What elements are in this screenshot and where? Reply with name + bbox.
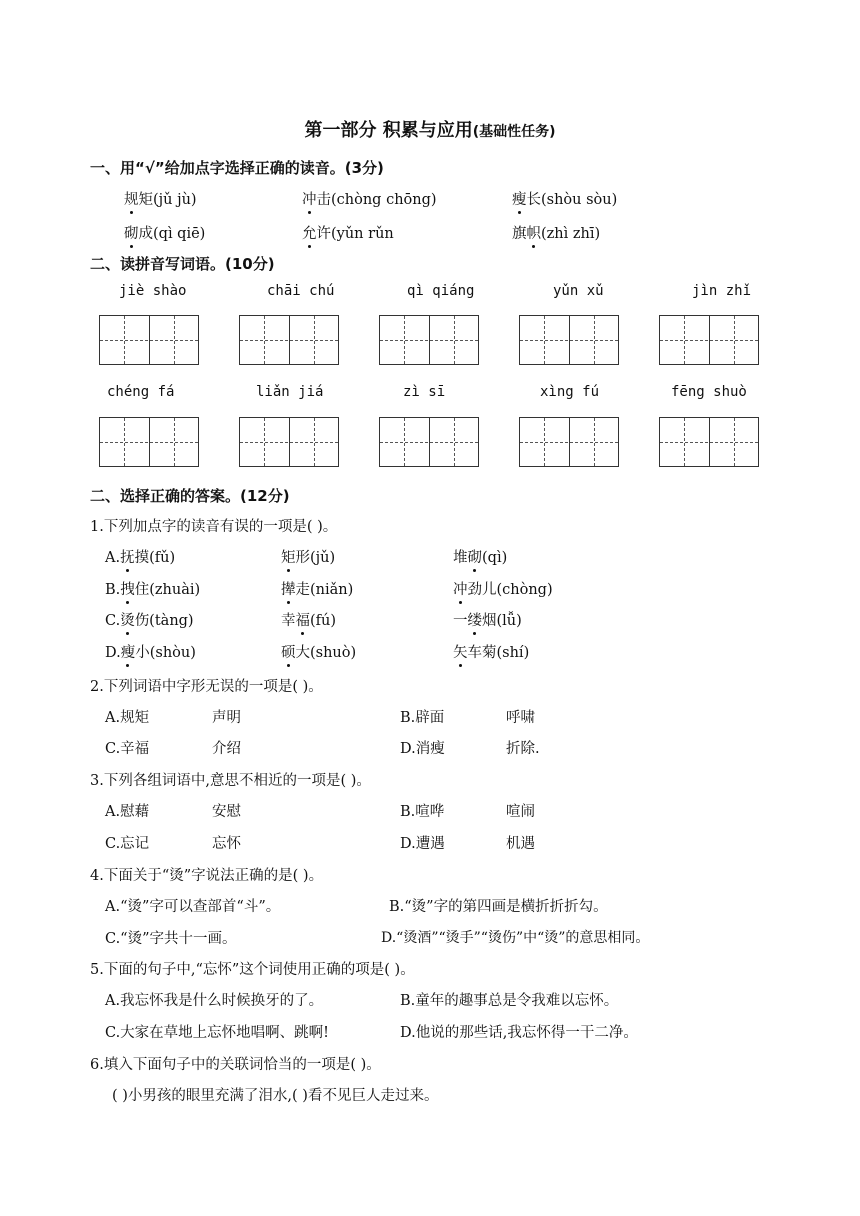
q5-option: C.大家在草地上忘怀地唱啊、跳啊! [105,1025,330,1041]
s1-item-text: 长(shòu sòu) [526,192,618,208]
q3-option: 忘怀 [212,836,241,852]
dotted-char: 规 [124,188,139,209]
pinyin-label: xìng fú [540,384,600,400]
s1-item-pre: 旗 [512,226,527,242]
q1-option: C.烫伤(tàng) [105,609,194,630]
q2-option: 呼啸 [506,710,535,726]
s1-item-1 [124,188,197,209]
q1-option: 堆砌(qì) [453,546,507,567]
q3-option: 机遇 [506,836,535,852]
s1-item-4 [124,222,205,243]
pinyin-label: zì sī [403,384,446,400]
q1-option: 矩形(jǔ) [281,546,335,567]
q6-sentence: ( )小男孩的眼里充满了泪水,( )看不见巨人走过来。 [112,1088,439,1104]
q6-stem: 6.填入下面句子中的关联词恰当的一项是( )。 [90,1057,381,1073]
dotted-char: 福 [296,609,311,630]
dotted-char: 砌 [124,222,139,243]
s1-item-6 [512,222,600,243]
pinyin-label: chāi chú [267,283,335,299]
q3-option: 喧闹 [506,804,535,820]
dotted-char: 瘦 [121,641,136,662]
q3-stem: 3.下列各组词语中,意思不相近的一项是( )。 [90,773,371,789]
q1-option: 冲劲儿(chòng) [453,578,553,599]
q1-option: 撵走(niǎn) [281,578,353,599]
writing-box[interactable] [379,417,479,467]
q5-option: D.他说的那些话,我忘怀得一干二净。 [400,1025,638,1041]
dotted-char: 缕 [468,609,483,630]
dotted-char: 砌 [468,546,483,567]
writing-box[interactable] [659,417,759,467]
q3-option: D.遭遇 [400,836,445,852]
section1-heading: 一、用“√”给加点字选择正确的读音。(3分) [90,159,384,177]
dotted-char: 冲 [453,578,468,599]
dotted-char: 硕 [281,641,296,662]
q1-option: 幸福(fú) [281,609,336,630]
pinyin-label: fēng shuò [671,384,747,400]
q5-option: B.童年的趣事总是令我难以忘怀。 [400,993,619,1009]
writing-box[interactable] [379,315,479,365]
dotted-char: 瘦 [512,188,527,209]
s1-item-3 [512,188,617,209]
title-main: 第一部分 积累与应用 [304,120,473,141]
q1-stem: 1.下列加点字的读音有误的一项是( )。 [90,519,338,535]
q4-option: C.“烫”字共十一画。 [105,931,237,947]
q1-option: 矢车菊(shí) [453,641,529,662]
dotted-char: 烫 [120,609,135,630]
q4-option: A.“烫”字可以查部首“斗”。 [105,899,281,915]
q2-option: B.辟面 [400,710,445,726]
s1-item-text: 成(qì qiē) [138,226,206,242]
writing-box[interactable] [239,417,339,467]
q3-option: 安慰 [212,804,241,820]
dotted-char: 抚 [120,546,135,567]
q2-option: A.规矩 [105,710,150,726]
s1-item-5 [302,222,394,243]
q4-option: D.“烫酒”“烫手”“烫伤”中“烫”的意思相同。 [381,930,650,946]
pinyin-label: chéng fá [107,384,175,400]
q2-option: 介绍 [212,741,241,757]
title-sub: (基础性任务) [472,124,556,140]
writing-box[interactable] [659,315,759,365]
s1-item-text: 许(yǔn rǔn [316,226,394,242]
q4-stem: 4.下面关于“烫”字说法正确的是( )。 [90,868,324,884]
writing-box[interactable] [519,315,619,365]
dotted-char: 允 [302,222,317,243]
pinyin-label: jìn zhǐ [692,283,752,299]
q2-option: C.辛福 [105,741,150,757]
q2-option: 折除. [506,741,540,757]
dotted-char: 矩 [281,546,296,567]
q5-option: A.我忘怀我是什么时候换牙的了。 [105,993,324,1009]
dotted-char: 撵 [281,578,296,599]
q1-option: 一缕烟(lǚ) [453,609,522,630]
section3-heading: 二、选择正确的答案。(12分) [90,487,290,505]
pinyin-label: jiè shào [119,283,187,299]
dotted-char: 冲 [302,188,317,209]
pinyin-label: yǔn xǔ [553,283,604,299]
q3-option: A.慰藉 [105,804,150,820]
q1-option: A.抚摸(fǔ) [105,546,175,567]
q1-option: D.瘦小(shòu) [105,641,196,662]
writing-box[interactable] [519,417,619,467]
dotted-char: 矢 [453,641,468,662]
dotted-char: 拽 [120,578,135,599]
q2-option: D.消瘦 [400,741,445,757]
q2-option: 声明 [212,710,241,726]
q3-option: C.忘记 [105,836,150,852]
writing-box[interactable] [99,315,199,365]
q1-option: B.拽住(zhuài) [105,578,200,599]
q4-option: B.“烫”字的第四画是横折折折勾。 [389,899,608,915]
section2-heading: 二、读拼音写词语。(10分) [90,255,275,273]
s1-item-2 [302,188,437,209]
q3-option: B.喧哗 [400,804,445,820]
pinyin-label: liǎn jiá [256,384,324,400]
dotted-char: 帜 [527,222,542,243]
q2-stem: 2.下列词语中字形无误的一项是( )。 [90,679,323,695]
pinyin-label: qì qiáng [407,283,475,299]
q5-stem: 5.下面的句子中,“忘怀”这个词使用正确的项是( )。 [90,962,415,978]
s1-item-text: (zhì zhī) [541,226,601,242]
writing-box[interactable] [239,315,339,365]
writing-box[interactable] [99,417,199,467]
s1-item-text: 击(chòng chōng) [316,192,437,208]
section-title [0,116,860,142]
s1-item-text: 矩(jǔ jù) [138,192,197,208]
q1-option: 硕大(shuò) [281,641,356,662]
